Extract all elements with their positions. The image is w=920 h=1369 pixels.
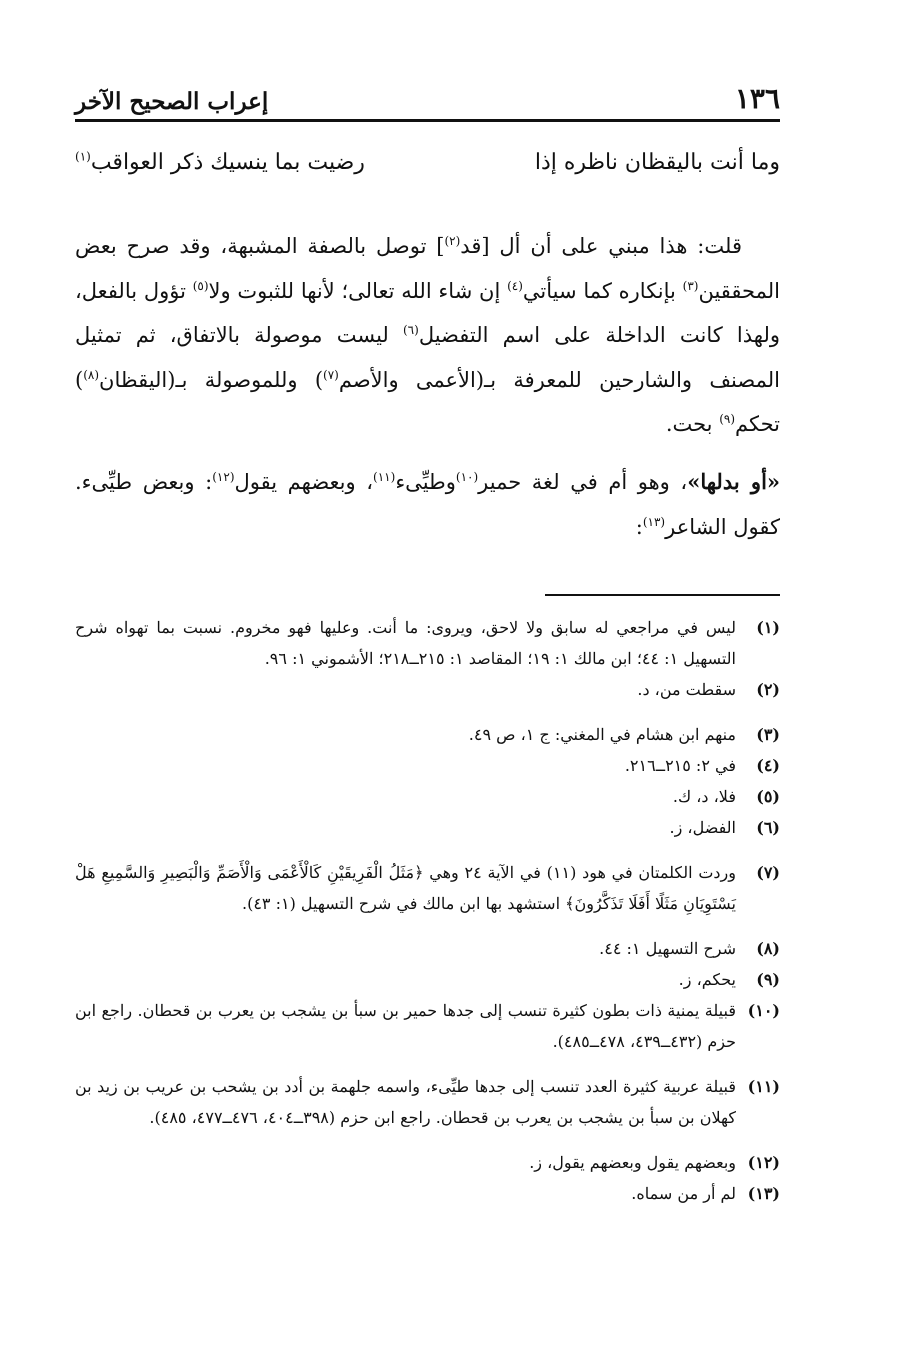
quoted-phrase: «أو بدلها» [687,469,781,494]
footnote-separator [545,594,780,596]
verse-second-hemistich: رضيت بما ينسيك ذكر العواقب$^{(١)}$ [75,149,365,175]
footnote-ref[interactable]: (١١) [373,470,396,484]
footnotes [75,612,780,1209]
footnote: (١١) قبيلة عربية كثيرة العدد تنسب إلى جدها طيِّىء، واسمه جلهمة بن أدد بن يشحب بن عريب بن زيد بن كهلان بن سبأ بن يشجب بن يعرب بن قحطان. راجع ابن حزم (٣٩٨ــ٤٠٤، ٤٧٦ــ٤٧٧، ٤٨٥). [75,1077,780,1127]
footnote-ref[interactable]: (١٠) [455,470,479,484]
footnote: (١) ليس في مراجعي له سابق ولا لاحق، ويروى: ما أنت. وعليها فهو مخروم. نسبت بما تهواه شرح التسهيل ١: ٤٤؛ ابن مالك ١: ١٩؛ المقاصد ١: ٢١٥ــ٢١٨؛ الأشموني ١: ٩٦. [75,618,780,668]
footnote: (٩) يحكم، ز. [678,970,780,989]
main-text-paragraph [75,460,780,549]
footnote-ref[interactable]: (٨) [83,367,100,382]
verse-first-hemistich: وما أنت باليقظان ناظره إذا [534,150,780,175]
page-number: ١٣٦ [734,82,780,115]
footnote-ref[interactable]: (٩) [719,412,736,426]
footnote-ref[interactable]: (٦) [402,323,419,337]
paragraph-text: قلت: هذا مبني على أن أل [قد$^{(٢)}$] توصل بالصفة المشبهة، وقد صرح بعض المحققين$^{(٣)}$ بإنكاره كما سيأتي$^{(٤)}$ إن شاء الله تعالى؛ لأنها للثبوت ولا$^{(٥)}$ تؤول بالفعل، ولهذا كانت الداخلة على اسم التفضيل$^{(٦)}$ ليست موصولة بالاتفاق، ثم تمثيل المصنف والشارحين للمعرفة بـ(الأعمى والأصم$^{(٧)}$) وللموصولة بـ(اليقظان$^{(٨)}$) تحكم$^{(٩)}$ بحت. [75,234,780,436]
footnote-ref[interactable]: (١٢) [212,470,235,484]
running-header [75,82,780,122]
footnote-ref[interactable]: (٧) [323,367,339,382]
footnote-ref[interactable]: (٣) [682,278,699,293]
footnote: (٤) في ٢: ٢١٥ــ٢١٦. [624,756,780,775]
footnote: (٧) وردت الكلمتان في هود (١١) في الآية ٢٤ وهي ﴿مَثَلُ الْفَرِيقَيْنِ كَالْأَعْمَى وَالْأَصَمِّ وَالْبَصِيرِ وَالسَّمِيعِ هَلْ يَسْتَوِيَانِ مَثَلًا أَفَلَا تَذَكَّرُونَ﴾ استشهد بها ابن مالك في شرح التسهيل (١: ٤٣). [75,863,780,913]
footnote: (٢) سقطت من، د. [637,680,780,699]
running-title: إعراب الصحيح الآخر [75,88,269,115]
footnote: (١٢) وبعضهم يقول وبعضهم يقول، ز. [529,1153,780,1172]
footnote-ref[interactable]: (٢) [444,234,461,248]
commentary-paragraph [75,224,780,447]
poetry-verse [75,150,780,175]
footnote-ref[interactable]: (١) [75,149,91,164]
footnote: (٦) الفضل، ز. [669,818,780,837]
footnote: (١٣) لم أر من سماه. [631,1184,780,1203]
footnote-ref[interactable]: (٥) [192,278,209,293]
footnote: (٣) منهم ابن هشام في المغني: ج ١، ص ٤٩. [468,725,780,744]
footnote: (٨) شرح التسهيل ١: ٤٤. [599,939,780,958]
paragraph-text: «أو بدلها»، وهو أم في لغة حمير$^{(١٠)}$وطيِّىء$^{(١١)}$، وبعضهم يقول$^{(١٢)}$: وبعض طيِّىء. كقول الشاعر$^{(١٣)}$: [75,469,781,539]
footnote-ref[interactable]: (٤) [507,278,523,293]
footnote-ref[interactable]: (١٣) [642,514,666,529]
footnote: (٥) فلا، د، ك. [672,787,780,806]
footnote: (١٠) قبيلة يمنية ذات بطون كثيرة تنسب إلى جدها حمير بن سبأ بن يشجب بن يعرب بن قحطان. راجع ابن حزم (٤٣٢ــ٤٣٩، ٤٧٨ــ٤٨٥). [75,1001,780,1051]
